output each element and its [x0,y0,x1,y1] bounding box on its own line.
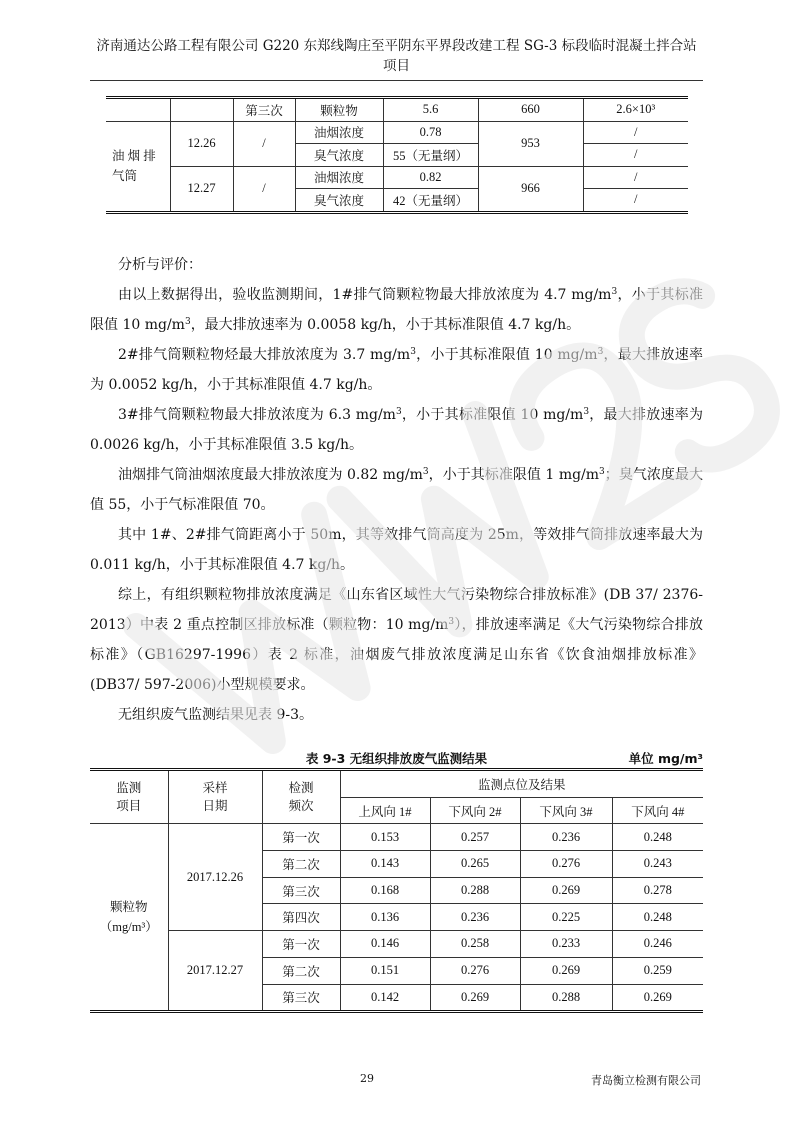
freq-cell: 第三次 [262,984,340,1012]
header-frequency: 检测频次 [262,770,340,824]
table-cell: 油烟浓度 [295,166,383,189]
table-row: 第二次 0.151 0.276 0.269 0.259 [90,957,703,984]
paragraph-6: 综上，有组织颗粒物排放浓度满足《山东省区域性大气污染物综合排放标准》(DB 37/ 2376-2013）中表 2 重点控制区排放标准（颗粒物：10 $mg/m^3$），排放速率满足《大气污染物综合排放标准》（GB16297-1996）表 2 标准，油烟废气排放浓度满足山东省《饮食油烟排放标准》(DB37/ 597-2006)小型规模要求。 [90,587,703,693]
paragraph-3: 3#排气筒颗粒物最大排放浓度为 6.3 $mg/m^3$，小于其标准限值 10 $mg/m^3$，最大排放速率为 0.0026 kg/h，小于其标准限值 3.5 kg/h。 [90,407,703,453]
header-point: 上风向 1# [340,797,430,824]
table-cell: 660 [478,98,583,122]
table-row: 颗粒物（mg/m³） 2017.12.26 第一次 0.153 0.257 0.236 0.248 [90,824,703,851]
table-cell: 55（无量纲） [383,144,478,167]
table-cell: 臭气浓度 [295,144,383,167]
paragraph-1: 由以上数据得出，验收监测期间，1#排气筒颗粒物最大排放浓度为 4.7 $mg/m^3$，小于其标准限值 10 $mg/m^3$，最大排放速率为 0.0058 kg/h，小于其标准限值 4.7 kg/h。 [90,287,704,333]
freq-cell: 第一次 [262,931,340,958]
header-point: 下风向 3# [520,797,612,824]
paragraph-7: 无组织废气监测结果见表 9-3。 [118,707,313,723]
table-cell: 臭气浓度 [295,189,383,213]
table-row [106,121,688,144]
emission-table-continued [106,96,688,214]
analysis-heading: 分析与评价： [118,257,202,273]
table-cell: / [233,121,295,166]
table-cell: 2.6×10³ [583,98,688,122]
freq-cell: 第二次 [262,851,340,878]
table-row [106,98,688,122]
header-point: 下风向 2# [430,797,520,824]
paragraph-4: 油烟排气筒油烟浓度最大排放浓度为 0.82 $mg/m^3$，小于其标准限值 1 $mg/m^3$；臭气浓度最大值 55，小于气标准限值 70。 [90,467,703,513]
item-cell: 颗粒物（mg/m³） [90,824,168,1012]
table-header-row [90,770,703,798]
table-cell: / [583,144,688,167]
fugitive-emission-table [90,768,703,1013]
paragraph-2: 2#排气筒颗粒物烃最大排放浓度为 3.7 $mg/m^3$，小于其标准限值 10 $mg/m^3$，最大排放速率为 0.0052 kg/h，小于其标准限值 4.7 kg/h。 [90,347,704,393]
table-cell: 12.27 [170,166,233,212]
table-row [106,166,688,189]
table-row: 第二次 0.143 0.265 0.276 0.243 [90,851,703,878]
paragraph-5: 其中 1#、2#排气筒距离小于 50m，其等效排气筒高度为 25m，等效排气筒排放速率最大为 0.011 kg/h，小于其标准限值 4.7 kg/h。 [90,527,703,573]
header-item: 监测项目 [90,770,168,824]
freq-cell: 第三次 [262,877,340,904]
table-title: 表 9-3 无组织排放废气监测结果 [305,751,488,766]
footer-company: 青岛衡立检测有限公司 [591,1074,701,1087]
table-cell: / [233,166,295,212]
table-row: 第四次 0.136 0.236 0.225 0.248 [90,904,703,931]
table-cell: 油烟浓度 [295,121,383,144]
header-line-1: 济南通达公路工程有限公司 G220 东郑线陶庄至平阴东平界段改建工程 SG-3 标段临时混凝土拌合站 [96,38,697,54]
table-cell: / [583,121,688,144]
header-line-2: 项目 [383,58,410,74]
table-row: 第三次 0.168 0.288 0.269 0.278 [90,877,703,904]
table-cell: / [583,166,688,189]
table-cell: 5.6 [383,98,478,122]
table-cell: 颗粒物 [295,98,383,122]
table-unit: 单位 mg/m³ [628,751,703,766]
header-points: 监测点位及结果 [340,770,703,798]
table-cell: 0.78 [383,121,478,144]
table-cell: 12.26 [170,121,233,166]
table-row: 第三次 0.142 0.269 0.288 0.269 [90,984,703,1012]
freq-cell: 第一次 [262,824,340,851]
table-row: 2017.12.27 第一次 0.146 0.258 0.233 0.246 [90,931,703,958]
table-caption [90,749,703,767]
table-cell: 966 [478,166,583,212]
analysis-text [90,250,703,730]
date-cell: 2017.12.27 [168,931,262,1012]
freq-cell: 第四次 [262,904,340,931]
table-cell: 953 [478,121,583,166]
table-cell: 42（无量纲） [383,189,478,213]
table-cell: 0.82 [383,166,478,189]
header-divider [90,80,703,81]
page-number: 29 [360,1072,374,1085]
header-point: 下风向 4# [612,797,703,824]
date-cell: 2017.12.26 [168,824,262,931]
page-header [90,36,703,76]
freq-cell: 第二次 [262,957,340,984]
table-cell: 第三次 [233,98,295,122]
table-group-label: 油 烟 排 气筒 [106,121,170,212]
table-cell: / [583,189,688,213]
header-date: 采样日期 [168,770,262,824]
